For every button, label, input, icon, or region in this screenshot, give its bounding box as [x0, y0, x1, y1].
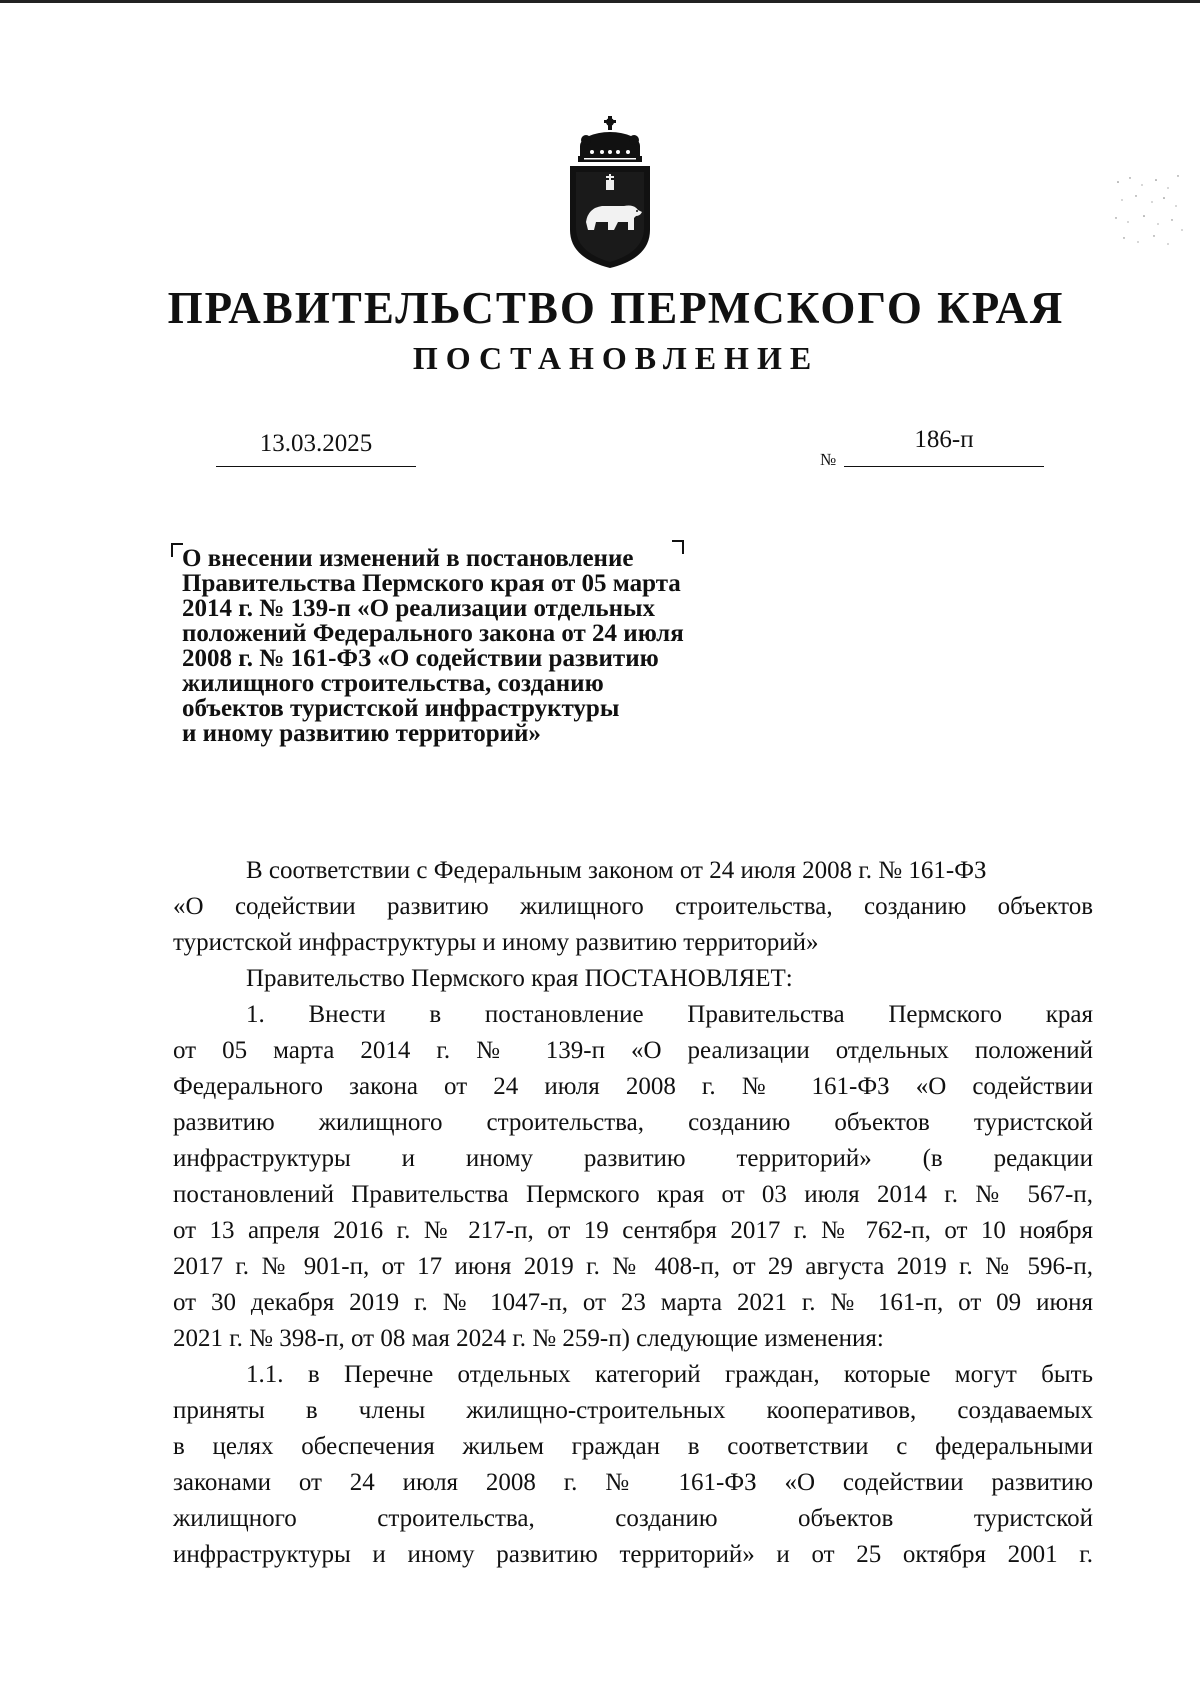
document-date: 13.03.2025: [259, 430, 373, 457]
body-line: развитию жилищного строительства, созданию объектов туристской: [173, 1109, 1093, 1136]
body-line: от 13 апреля 2016 г. № 217-п, от 19 сентября 2017 г. № 762-п, от 10 ноября: [173, 1217, 1093, 1244]
body-line: от 05 марта 2014 г. № 139-п «О реализации отдельных положений: [173, 1037, 1093, 1064]
body-line: постановлений Правительства Пермского края от 03 июля 2014 г. № 567-п,: [173, 1181, 1093, 1208]
subject-line: и иному развитию территорий»: [182, 720, 541, 747]
body-line: 2021 г. № 398-п, от 08 мая 2024 г. № 259-п) следующие изменения:: [173, 1325, 884, 1352]
body-line: инфраструктуры и иному развитию территорий» (в редакции: [173, 1145, 1093, 1172]
body-line: приняты в члены жилищно-строительных кооперативов, создаваемых: [173, 1397, 1093, 1424]
body-line: законами от 24 июля 2008 г. № 161-ФЗ «О содействии развитию: [173, 1469, 1093, 1496]
subject-line: О внесении изменений в постановление: [182, 545, 634, 572]
subject-line: жилищного строительства, созданию: [182, 670, 604, 697]
subject-line: 2014 г. № 139-п «О реализации отдельных: [182, 595, 656, 622]
body-line: туристской инфраструктуры и иному развитию территорий»: [173, 929, 819, 956]
number-underline: [844, 466, 1044, 467]
subject-line: 2008 г. № 161-ФЗ «О содействии развитию: [182, 645, 659, 672]
body-line: инфраструктуры и иному развитию территорий» и от 25 октября 2001 г.: [173, 1541, 1093, 1568]
body-line: 1.1. в Перечне отдельных категорий граждан, которые могут быть: [246, 1361, 1093, 1388]
body-line: Правительство Пермского края ПОСТАНОВЛЯЕТ:: [246, 965, 793, 992]
scan-noise-marks: [1108, 170, 1188, 250]
body-line: Федерального закона от 24 июля 2008 г. № 161-ФЗ «О содействии: [173, 1073, 1093, 1100]
subject-line: Правительства Пермского края от 05 марта: [182, 570, 681, 597]
body-line: от 30 декабря 2019 г. № 1047-п, от 23 марта 2021 г. № 161-п, от 09 июня: [173, 1289, 1093, 1316]
body-line: 2017 г. № 901-п, от 17 июня 2019 г. № 408-п, от 29 августа 2019 г. № 596-п,: [173, 1253, 1093, 1280]
number-sign: №: [820, 450, 837, 469]
body-line: 1. Внести в постановление Правительства Пермского края: [246, 1001, 1093, 1028]
body-line: в целях обеспечения жильем граждан в соответствии с федеральными: [173, 1433, 1093, 1460]
document-number: 186-п: [914, 426, 974, 453]
document-type: ПОСТАНОВЛЕНИЕ: [412, 340, 820, 376]
scan-top-edge: [0, 0, 1200, 3]
body-line: В соответствии с Федеральным законом от 24 июля 2008 г. № 161-ФЗ: [246, 857, 987, 884]
document-body: [173, 853, 1093, 1573]
date-underline: [216, 466, 416, 467]
body-line: жилищного строительства, созданию объектов туристской: [173, 1505, 1093, 1532]
document-subject: [182, 546, 782, 746]
subject-line: объектов туристской инфраструктуры: [182, 695, 620, 722]
perm-krai-coat-of-arms-icon: [562, 112, 658, 270]
subject-line: положений Федерального закона от 24 июля: [182, 620, 684, 647]
government-title: ПРАВИТЕЛЬСТВО ПЕРМСКОГО КРАЯ: [167, 283, 1065, 333]
body-line: «О содействии развитию жилищного строительства, созданию объектов: [173, 893, 1093, 920]
